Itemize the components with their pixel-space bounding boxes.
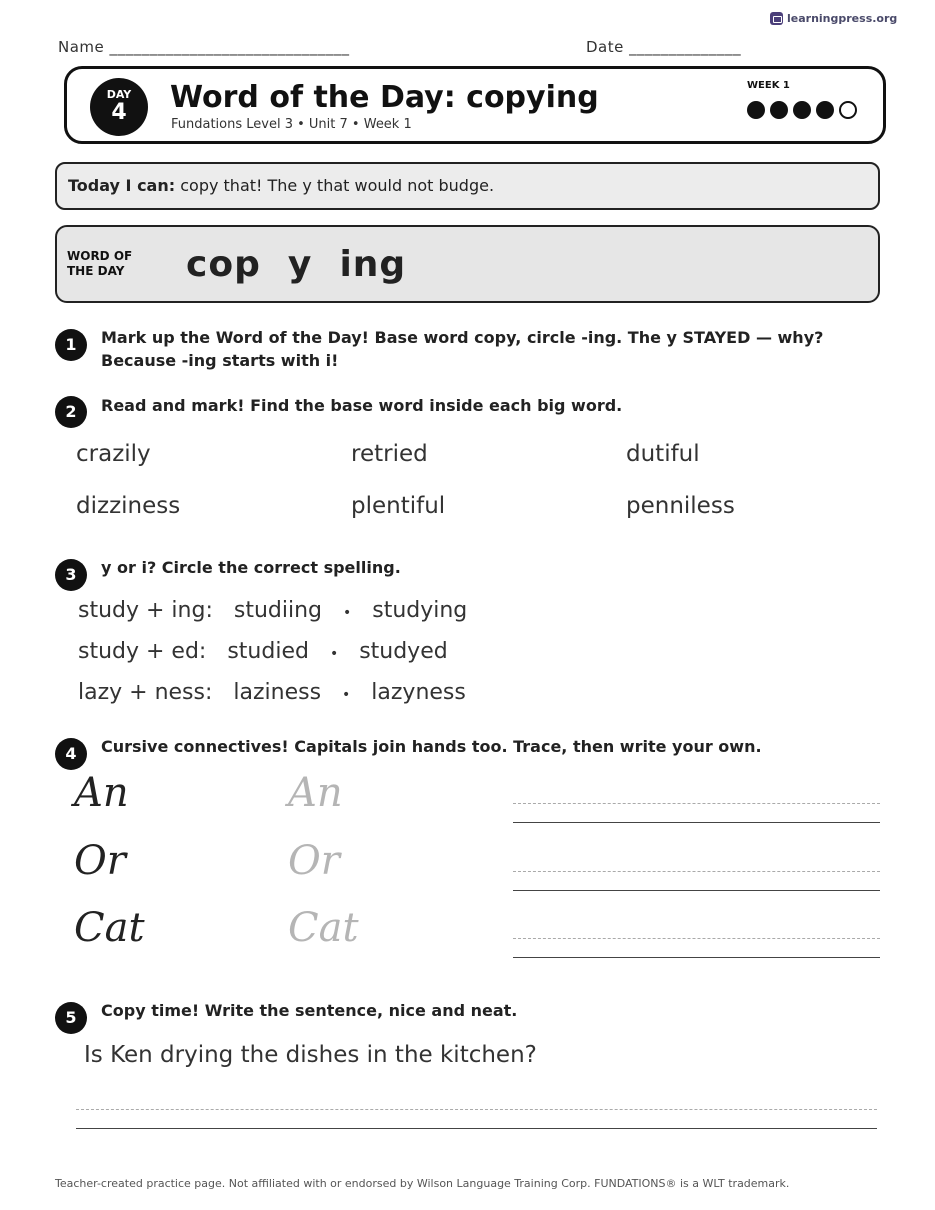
question-3-text: y or i? Circle the correct spelling.: [101, 558, 401, 577]
question-number: 3: [55, 559, 87, 591]
separator-dot: •: [342, 605, 352, 621]
question-2-text: Read and mark! Find the base word inside each big word.: [101, 396, 623, 415]
day-label: DAY: [106, 88, 132, 101]
cursive-model: Cat: [74, 905, 145, 951]
date-field[interactable]: Date ______________: [586, 38, 742, 56]
cursive-model: Or: [74, 838, 126, 884]
word-item: penniless: [626, 493, 735, 519]
word-item: retried: [351, 441, 428, 467]
spelling-option[interactable]: studied: [227, 639, 309, 664]
word-of-day-word: cop y ing: [186, 244, 407, 285]
progress-dot-filled: [816, 101, 834, 119]
progress-dot-filled: [770, 101, 788, 119]
separator-dot: •: [342, 687, 351, 703]
word-item: crazily: [76, 441, 151, 467]
spelling-prompt: study + ed:: [78, 639, 207, 664]
question-5-text: Copy time! Write the sentence, nice and neat.: [101, 1001, 518, 1020]
cursive-model: An: [74, 770, 129, 816]
spelling-option[interactable]: laziness: [233, 680, 322, 705]
spelling-prompt: study + ing:: [78, 598, 213, 623]
question-1-text: Mark up the Word of the Day! Base word copy, circle -ing. The y STAYED — why? Because -ing starts with i!: [101, 328, 824, 370]
name-field[interactable]: Name ______________________________: [58, 38, 350, 56]
spelling-option[interactable]: studyed: [359, 639, 448, 664]
word-of-day-label: WORD OF THE DAY: [67, 249, 133, 278]
separator-dot: •: [329, 646, 339, 662]
week-label: WEEK 1: [747, 80, 790, 91]
goal-banner: [55, 162, 880, 210]
spelling-row: [78, 680, 466, 705]
cursive-trace[interactable]: Cat: [288, 905, 359, 951]
word-item: dutiful: [626, 441, 700, 467]
progress-dot-filled: [793, 101, 811, 119]
spelling-option[interactable]: studiing: [233, 598, 322, 623]
message-icon: [770, 12, 783, 25]
week-progress: [747, 101, 857, 119]
spelling-row: [78, 598, 467, 623]
question-number: 1: [55, 329, 87, 361]
cursive-trace[interactable]: Or: [288, 838, 340, 884]
progress-dot-filled: [747, 101, 765, 119]
writing-line[interactable]: [513, 938, 880, 958]
spelling-prompt: lazy + ness:: [78, 680, 213, 705]
word-of-day-card: [55, 225, 880, 303]
day-number: 4: [111, 100, 127, 125]
spelling-option[interactable]: studying: [372, 598, 468, 623]
goal-lead: Today I can:: [68, 176, 176, 195]
page-subtitle: Fundations Level 3 • Unit 7 • Week 1: [171, 117, 412, 132]
day-badge: [90, 78, 148, 136]
spelling-option[interactable]: lazyness: [371, 680, 466, 705]
writing-line[interactable]: [513, 803, 880, 823]
cursive-trace[interactable]: An: [288, 770, 343, 816]
writing-line[interactable]: [513, 871, 880, 891]
writing-line[interactable]: [76, 1109, 877, 1129]
model-sentence: Is Ken drying the dishes in the kitchen?: [84, 1042, 537, 1068]
question-4-text: Cursive connectives! Capitals join hands too. Trace, then write your own.: [101, 737, 762, 756]
brand-text: learningpress.org: [787, 12, 898, 25]
word-item: plentiful: [351, 493, 446, 519]
word-item: dizziness: [76, 493, 181, 519]
question-number: 2: [55, 396, 87, 428]
spelling-row: [78, 639, 448, 664]
footer-disclaimer: Teacher-created practice page. Not affiliated with or endorsed by Wilson Language Training Corp. FUNDATIONS® is a WLT trademark.: [55, 1177, 790, 1190]
progress-dot-empty: [839, 101, 857, 119]
question-number: 4: [55, 738, 87, 770]
page-title: Word of the Day: copying: [170, 80, 599, 115]
brand-link[interactable]: [770, 12, 897, 25]
question-number: 5: [55, 1002, 87, 1034]
goal-text: copy that! The y that would not budge.: [175, 176, 495, 195]
